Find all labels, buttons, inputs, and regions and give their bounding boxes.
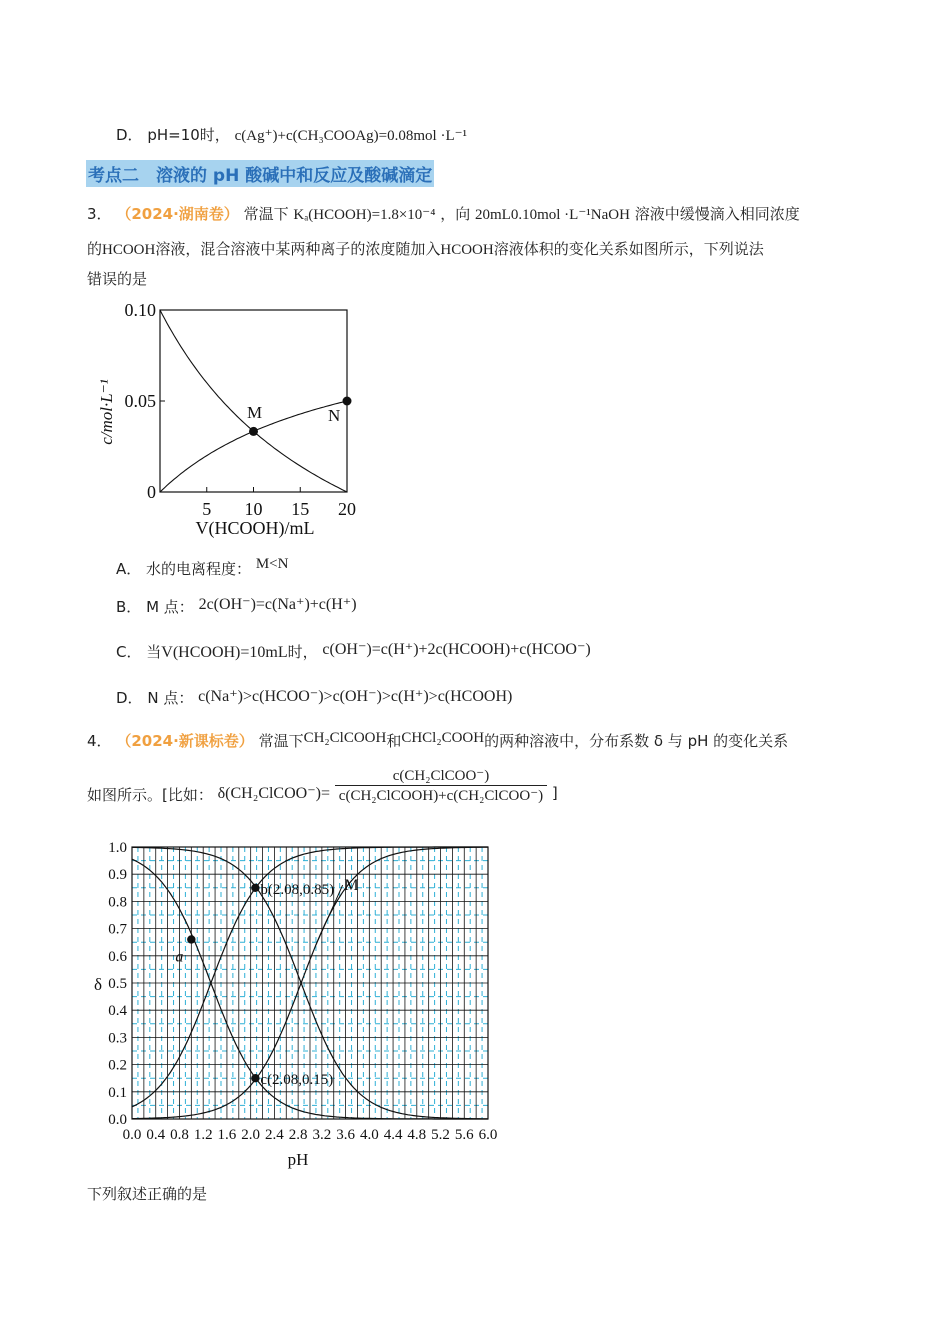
chart2-xtick-label: 4.0 bbox=[359, 1127, 379, 1143]
q3-line2 bbox=[87, 238, 764, 259]
chart1-ylabel: c/mol·L⁻¹ bbox=[97, 379, 116, 445]
chart2-ylabel: δ bbox=[93, 975, 103, 994]
chart1-series-naoh bbox=[160, 310, 347, 492]
chart1-label-n: N bbox=[328, 406, 341, 425]
chart1-xtick-label: 10 bbox=[244, 499, 263, 519]
chart2-xtick-label: 0.8 bbox=[170, 1127, 189, 1143]
chart2-ytick-label: 0.2 bbox=[108, 1057, 127, 1074]
q3-text: 溶液体积的变化关系如图所示，下列说法 bbox=[493, 240, 764, 258]
chart2-point-a bbox=[187, 935, 195, 943]
q3-line1 bbox=[87, 203, 800, 224]
chart1-xtick-label: 15 bbox=[291, 499, 310, 519]
q3-conc: 20mL0.10mol ·L⁻¹NaOH bbox=[475, 207, 630, 223]
chart1-point-m bbox=[249, 427, 258, 436]
q4-formula: δ(CH₂ClCOO⁻)= bbox=[217, 785, 331, 802]
fraction-numerator: c(CH₂ClCOO⁻) bbox=[392, 768, 490, 784]
q3-text: 溶液中缓慢滴入相同浓度 bbox=[634, 205, 800, 223]
option-formula: 2c(OH⁻)=c(Na⁺)+c(H⁺) bbox=[198, 596, 357, 613]
option-label: B． bbox=[116, 598, 142, 616]
chart2-xtick-label: 3.6 bbox=[336, 1127, 355, 1143]
q4-formula: CHCl₂COOH bbox=[401, 730, 485, 746]
chart1-label-m: M bbox=[247, 403, 263, 422]
q4-question-stem: 下列叙述正确的是 bbox=[87, 1185, 208, 1203]
option-formula: V(HCOOH)=10mL bbox=[161, 644, 288, 661]
chart2-xtick-label: 5.6 bbox=[454, 1127, 474, 1143]
prev-option-d bbox=[116, 124, 467, 145]
chart2-ytick-label: 1.0 bbox=[108, 840, 127, 856]
chart1-xtick-label: 20 bbox=[338, 499, 356, 519]
chart1-xtick-label: 5 bbox=[202, 499, 212, 519]
q3-line3: 错误的是 bbox=[87, 270, 148, 288]
chart2-label-c: c(2.08,0.15) bbox=[260, 1072, 334, 1089]
option-label: D． bbox=[116, 126, 143, 144]
chart2-ytick-label: 0.3 bbox=[108, 1030, 127, 1047]
q4-text: 和 bbox=[386, 732, 402, 750]
chart2-ytick-label: 0.5 bbox=[108, 976, 127, 992]
q3-option-a[interactable] bbox=[116, 558, 288, 579]
chart1-frame bbox=[160, 310, 347, 492]
q4-line1 bbox=[87, 730, 788, 751]
option-text: M 点： bbox=[146, 598, 194, 616]
chart2-label-a: a bbox=[175, 948, 184, 966]
q4-text: ] bbox=[551, 784, 558, 802]
option-text: 时， bbox=[287, 643, 318, 661]
q4-text: 的两种溶液中，分布系数 δ 与 pH 的变化关系 bbox=[484, 732, 789, 750]
option-formula: c(OH⁻)=c(H⁺)+2c(HCOOH)+c(HCOO⁻) bbox=[322, 641, 591, 658]
option-text: 水的电离程度： bbox=[146, 560, 252, 578]
chart2-xlabel: pH bbox=[287, 1150, 309, 1169]
chart1-ytick-label: 0.05 bbox=[124, 391, 156, 411]
chart2-ytick-label: 0.8 bbox=[108, 894, 127, 911]
q4-text: 常温下 bbox=[258, 732, 304, 750]
option-formula: c(Ag⁺)+c(CH₃COOAg)=0.08mol ·L⁻¹ bbox=[234, 128, 468, 144]
q3-formula: HCOOH bbox=[440, 242, 494, 258]
chart2-ytick-label: 0.1 bbox=[108, 1084, 127, 1101]
option-text: 当 bbox=[146, 643, 162, 661]
chart2-xtick-label: 0.0 bbox=[122, 1127, 142, 1143]
chart2-xtick-label: 5.2 bbox=[431, 1127, 450, 1143]
q3-text: ，向 bbox=[440, 205, 471, 223]
q4-text: 如图所示。[比如： bbox=[87, 786, 213, 804]
chart2-point-b bbox=[251, 884, 259, 892]
q4-source: （2024·新课标卷） bbox=[116, 732, 254, 750]
fraction-denominator: c(CH₂ClCOOH)+c(CH₂ClCOO⁻) bbox=[335, 785, 547, 805]
q4-line2 bbox=[87, 766, 558, 805]
chart2-xtick-label: 2.0 bbox=[241, 1127, 261, 1143]
chart1-ytick-label: 0.10 bbox=[124, 300, 156, 320]
option-label: C． bbox=[116, 643, 142, 661]
chart2-xtick-label: 1.2 bbox=[193, 1127, 213, 1143]
q3-text: 的 bbox=[87, 240, 103, 258]
q3-option-c[interactable] bbox=[116, 641, 591, 662]
chart2-point-c bbox=[251, 1074, 259, 1082]
chart2-xtick-label: 0.4 bbox=[146, 1127, 166, 1143]
chart2-xtick-label: 2.8 bbox=[288, 1127, 308, 1143]
q4-number: 4． bbox=[87, 732, 112, 750]
chart1-xlabel: V(HCOOH)/mL bbox=[195, 518, 315, 538]
chart2-xtick-label: 4.4 bbox=[383, 1127, 403, 1143]
chart2-xtick-label: 3.2 bbox=[312, 1127, 332, 1143]
chart2-label-m: M bbox=[344, 877, 359, 895]
chart2-ytick-label: 0.0 bbox=[108, 1112, 127, 1128]
chart2-xtick-label: 1.6 bbox=[217, 1127, 237, 1143]
chart2-ytick-label: 0.9 bbox=[108, 867, 127, 884]
q4-formula: CH₂ClCOOH bbox=[303, 730, 387, 746]
q3-formula: HCOOH bbox=[102, 242, 156, 258]
chart2-distribution-vs-ph bbox=[80, 835, 520, 1175]
option-formula: M<N bbox=[255, 556, 289, 572]
chart2-label-b: b(2.08,0.85) bbox=[260, 881, 335, 898]
option-label: D． bbox=[116, 689, 143, 707]
chart1-point-n bbox=[343, 397, 352, 406]
q3-text: 溶液，混合溶液中某两种离子的浓度随加入 bbox=[155, 240, 441, 258]
option-formula: c(Na⁺)>c(HCOO⁻)>c(OH⁻)>c(H⁺)>c(HCOOH) bbox=[198, 688, 513, 705]
q3-number: 3． bbox=[87, 205, 112, 223]
q3-text: 常温下 bbox=[243, 205, 289, 223]
option-text: pH=10时， bbox=[147, 126, 230, 144]
q3-source: （2024·湖南卷） bbox=[116, 205, 239, 223]
chart1-concentration-vs-volume bbox=[90, 290, 380, 550]
option-text: N 点： bbox=[147, 689, 194, 707]
chart2-xtick-label: 2.4 bbox=[265, 1127, 284, 1143]
q3-option-d[interactable] bbox=[116, 687, 512, 708]
q4-fraction bbox=[335, 766, 547, 805]
section-title: 考点二 溶液的 pH 酸碱中和反应及酸碱滴定 bbox=[86, 160, 434, 187]
chart2-ytick-label: 0.6 bbox=[108, 948, 127, 965]
q3-option-b[interactable] bbox=[116, 596, 357, 617]
q3-ka: Kₐ(HCOOH)=1.8×10⁻⁴ bbox=[293, 207, 436, 223]
chart2-xtick-label: 4.8 bbox=[407, 1127, 427, 1143]
option-label: A． bbox=[116, 560, 142, 578]
chart1-ytick-label: 0 bbox=[147, 482, 156, 502]
chart2-ytick-label: 0.7 bbox=[108, 921, 127, 938]
chart2-xtick-label: 6.0 bbox=[478, 1127, 498, 1143]
chart2-ytick-label: 0.4 bbox=[108, 1003, 127, 1020]
